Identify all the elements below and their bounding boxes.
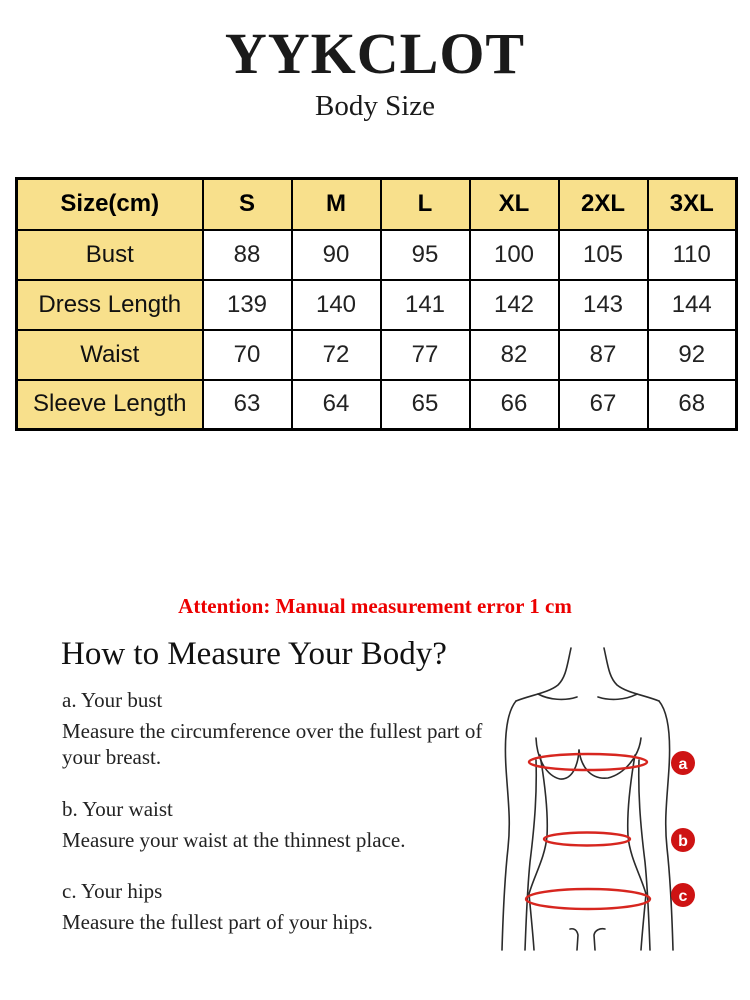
size-table [15, 177, 738, 431]
size-value-cell: 140 [292, 280, 381, 330]
size-table-header-cell: 3XL [648, 179, 737, 230]
size-table-header-cell: M [292, 179, 381, 230]
size-table-header-row [17, 179, 737, 230]
waist-measure-line [544, 833, 630, 846]
marker-a-label: a [678, 756, 688, 773]
brand-title: YYKCLOT [224, 21, 526, 86]
measure-step-label: b. Your waist [62, 797, 173, 821]
size-row-label: Sleeve Length [17, 380, 203, 430]
measure-step-description: Measure your waist at the thinnest place. [62, 828, 406, 852]
size-value-cell: 67 [559, 380, 648, 430]
marker-c-label: c [678, 888, 688, 905]
table-row-sleeve-length [17, 380, 737, 430]
torso-outline [502, 648, 673, 950]
table-row-bust [17, 230, 737, 280]
size-value-cell: 77 [381, 330, 470, 380]
size-value-cell: 68 [648, 380, 737, 430]
measure-step-waist [62, 797, 517, 853]
measure-step-description: Measure the fullest part of your hips. [62, 910, 373, 934]
table-row-dress-length [17, 280, 737, 330]
size-value-cell: 144 [648, 280, 737, 330]
hip-measure-line [526, 889, 650, 909]
size-value-cell: 90 [292, 230, 381, 280]
size-value-cell: 82 [470, 330, 559, 380]
size-row-label: Bust [17, 230, 203, 280]
size-value-cell: 72 [292, 330, 381, 380]
size-table-header-cell: XL [470, 179, 559, 230]
size-value-cell: 65 [381, 380, 470, 430]
size-value-cell: 88 [203, 230, 292, 280]
size-table-header-cell: 2XL [559, 179, 648, 230]
marker-b-label: b [678, 833, 688, 850]
body-outline-illustration [490, 638, 720, 968]
size-value-cell: 139 [203, 280, 292, 330]
page-subtitle: Body Size [314, 90, 436, 122]
size-table-header-cell: S [203, 179, 292, 230]
size-value-cell: 64 [292, 380, 381, 430]
size-row-label: Dress Length [17, 280, 203, 330]
size-value-cell: 142 [470, 280, 559, 330]
size-value-cell: 100 [470, 230, 559, 280]
size-value-cell: 70 [203, 330, 292, 380]
size-table-header-cell: Size(cm) [17, 179, 203, 230]
measure-guide-heading: How to Measure Your Body? [61, 636, 447, 672]
size-row-label: Waist [17, 330, 203, 380]
measure-step-label: a. Your bust [62, 688, 163, 712]
size-value-cell: 87 [559, 330, 648, 380]
measure-step-hips [62, 879, 517, 935]
size-value-cell: 105 [559, 230, 648, 280]
measure-step-label: c. Your hips [62, 879, 163, 903]
body-measurement-figure [490, 638, 720, 968]
table-row-waist [17, 330, 737, 380]
marker-badges [671, 751, 695, 907]
measure-step-bust [62, 688, 517, 770]
size-value-cell: 92 [648, 330, 737, 380]
measure-step-description: Measure the circumference over the fullest part of your breast. [62, 719, 483, 769]
size-value-cell: 95 [381, 230, 470, 280]
size-value-cell: 141 [381, 280, 470, 330]
bust-measure-line [529, 754, 647, 770]
size-value-cell: 110 [648, 230, 737, 280]
size-value-cell: 143 [559, 280, 648, 330]
attention-note: Attention: Manual measurement error 1 cm [178, 594, 572, 618]
size-value-cell: 66 [470, 380, 559, 430]
size-value-cell: 63 [203, 380, 292, 430]
size-table-header-cell: L [381, 179, 470, 230]
